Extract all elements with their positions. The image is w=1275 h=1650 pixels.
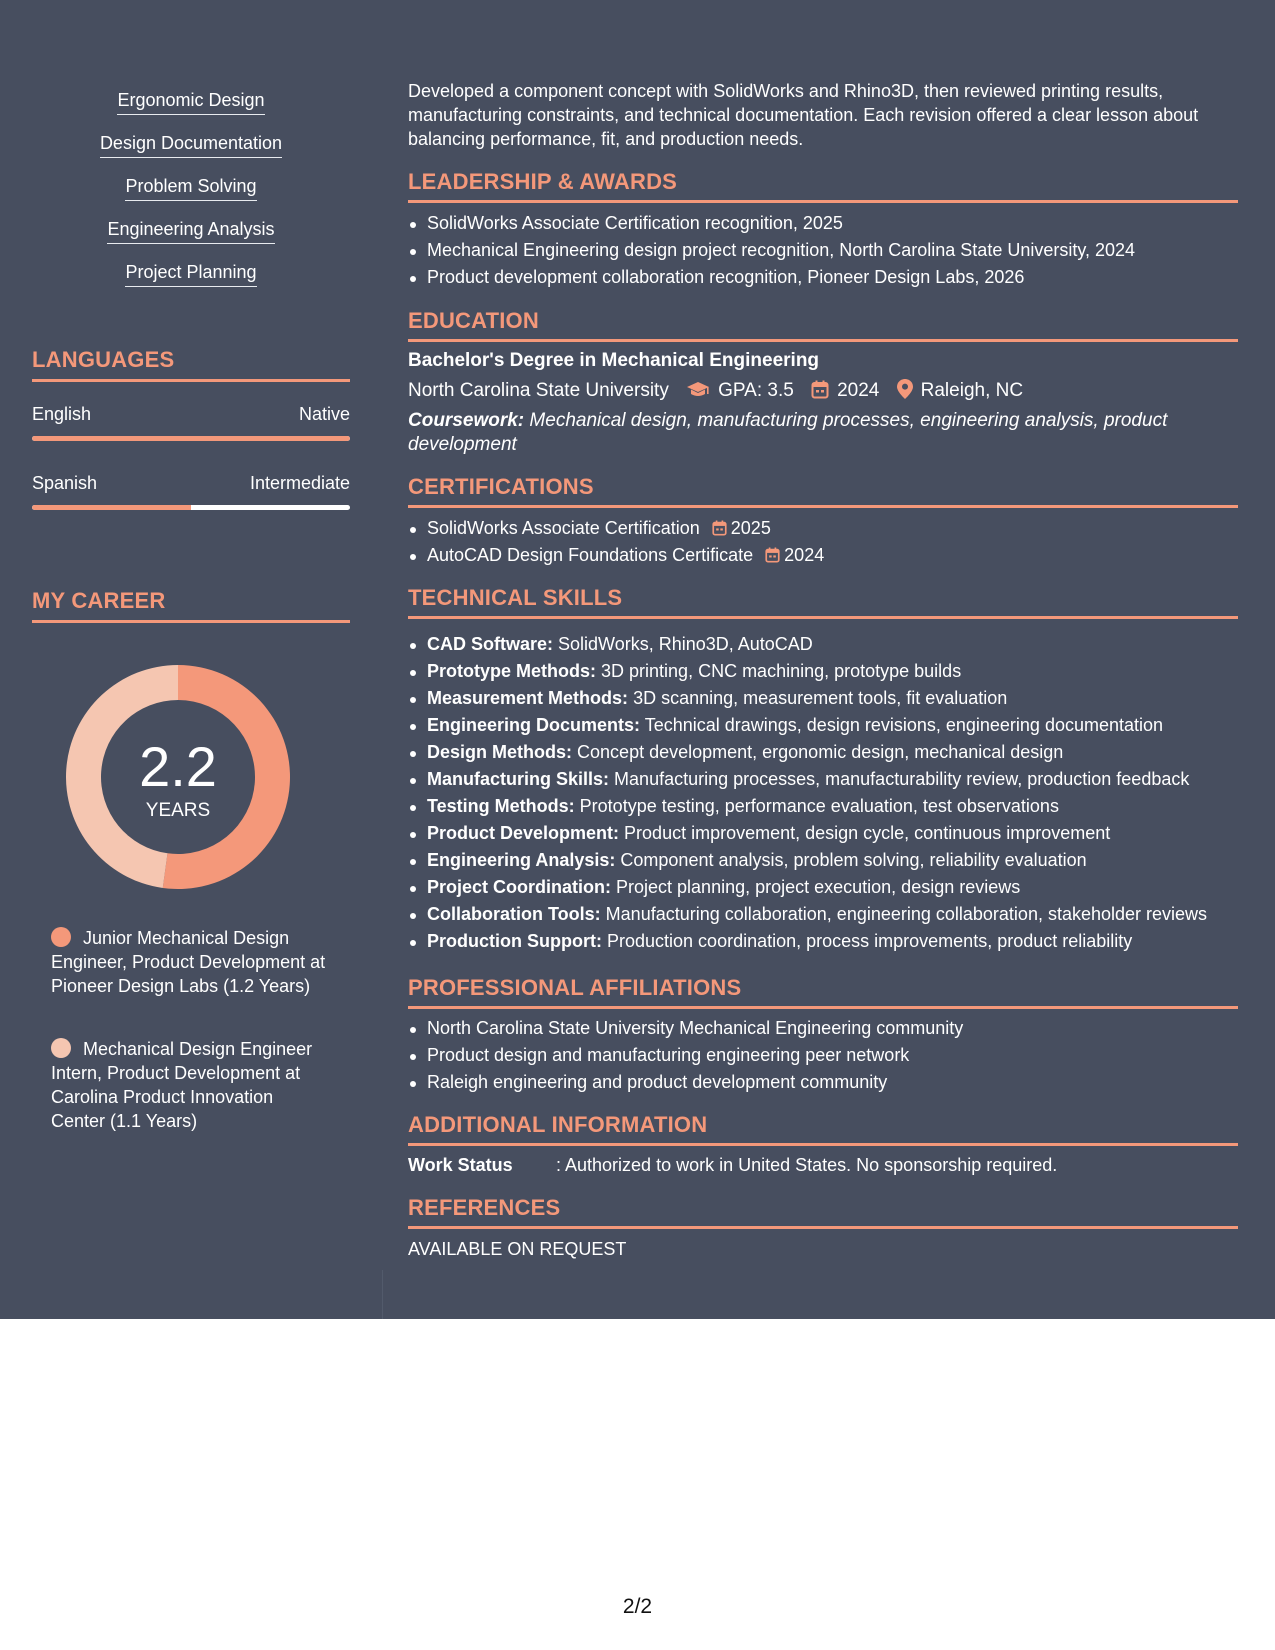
career-heading: MY CAREER — [32, 588, 350, 623]
skill-label: Testing Methods: — [427, 796, 575, 816]
language-proficiency-fill — [32, 505, 191, 510]
skill-label: CAD Software: — [427, 634, 554, 654]
language-proficiency-bar — [32, 505, 350, 510]
leadership-heading: LEADERSHIP & AWARDS — [408, 169, 1238, 203]
certification-date — [765, 542, 824, 569]
list-item — [408, 712, 1238, 739]
skill-value: 3D scanning, measurement tools, fit evaluation — [633, 688, 1008, 708]
certification-date — [712, 515, 771, 542]
skill-label: Manufacturing Skills: — [427, 769, 610, 789]
skill-label: Measurement Methods: — [427, 688, 629, 708]
list-item — [408, 793, 1238, 820]
skill-label: Prototype Methods: — [427, 661, 596, 681]
coursework-text: Mechanical design, manufacturing processes, engineering analysis, product development — [408, 410, 1168, 455]
language-name: English — [32, 404, 92, 424]
career-item — [51, 1037, 331, 1133]
career-total-years: 2.2 — [139, 735, 217, 798]
skill-value: Production coordination, process improvements, product reliability — [607, 931, 1133, 951]
skill-label: Engineering Analysis: — [427, 850, 616, 870]
affiliations-list — [408, 1015, 1238, 1096]
career-item-text: Mechanical Design Engineer Intern, Product Development at Carolina Product Innovation Center (1.1 Years) — [51, 1039, 313, 1131]
skill-value: Product improvement, design cycle, continuous improvement — [624, 823, 1111, 843]
skill-tag — [32, 88, 350, 115]
skill-value: Project planning, project execution, design reviews — [616, 877, 1021, 897]
skill-value: Concept development, ergonomic design, mechanical design — [577, 742, 1064, 762]
skill-tag — [32, 174, 350, 201]
sidebar-divider — [382, 1270, 383, 1319]
skill-tag-label: Problem Solving — [125, 174, 256, 201]
references-text: AVAILABLE ON REQUEST — [408, 1239, 627, 1259]
graduation-year: 2024 — [837, 380, 880, 401]
list-item — [408, 874, 1238, 901]
skill-label: Production Support: — [427, 931, 602, 951]
skill-tag — [32, 260, 350, 287]
experience-description: Developed a component concept with SolidWorks and Rhino3D, then reviewed printing results, manufacturing constraints, and technical documentation. Each revision offered a clear lesson about balancing performance, fit, and production needs. — [408, 81, 1199, 149]
list-item — [408, 820, 1238, 847]
career-legend-dot — [51, 1038, 71, 1058]
list-item — [408, 901, 1238, 928]
references-heading: REFERENCES — [408, 1195, 1238, 1229]
education-details — [408, 378, 1238, 404]
calendar-icon — [765, 547, 780, 563]
skill-label: Design Methods: — [427, 742, 573, 762]
gpa: GPA: 3.5 — [718, 380, 794, 401]
language-level: Intermediate — [249, 473, 350, 493]
list-item: Product design and manufacturing engineering peer network — [408, 1042, 1238, 1069]
list-item — [408, 658, 1238, 685]
skill-label: Project Coordination: — [427, 877, 611, 897]
skill-label: Product Development: — [427, 823, 620, 843]
career-legend-dot — [51, 927, 71, 947]
list-item — [408, 631, 1238, 658]
list-item: Raleigh engineering and product development community — [408, 1069, 1238, 1096]
skill-value: Component analysis, problem solving, reliability evaluation — [620, 850, 1087, 870]
language-proficiency-bar — [32, 436, 350, 441]
career-item — [51, 926, 331, 998]
certification-year: 2024 — [784, 545, 825, 565]
list-item: SolidWorks Associate Certification recognition, 2025 — [408, 210, 1238, 237]
page-number: 2/2 — [622, 1595, 653, 1618]
language-level: Native — [298, 404, 350, 424]
list-item: Product development collaboration recognition, Pioneer Design Labs, 2026 — [408, 264, 1238, 291]
certification-name: AutoCAD Design Foundations Certificate — [427, 545, 754, 565]
education-heading: EDUCATION — [408, 308, 1238, 342]
skill-tag-label: Engineering Analysis — [107, 217, 274, 244]
skill-value: 3D printing, CNC machining, prototype builds — [601, 661, 962, 681]
school-name: North Carolina State University — [408, 380, 669, 401]
certifications-heading: CERTIFICATIONS — [408, 474, 1238, 508]
skill-tag-label: Project Planning — [125, 260, 256, 287]
language-name: Spanish — [32, 473, 98, 493]
technical-skills-heading: TECHNICAL SKILLS — [408, 585, 1238, 619]
list-item — [408, 739, 1238, 766]
skill-value: Manufacturing processes, manufacturability review, production feedback — [614, 769, 1190, 789]
list-item — [408, 766, 1238, 793]
languages-heading: LANGUAGES — [32, 347, 350, 382]
leadership-list — [408, 210, 1238, 291]
affiliations-heading: PROFESSIONAL AFFILIATIONS — [408, 975, 1238, 1009]
graduation-cap-icon — [686, 381, 710, 399]
skill-tag-label: Design Documentation — [100, 131, 282, 158]
skill-value: Technical drawings, design revisions, engineering documentation — [644, 715, 1164, 735]
degree-title: Bachelor's Degree in Mechanical Engineering — [408, 350, 820, 371]
list-item — [408, 685, 1238, 712]
list-item — [408, 542, 1238, 569]
work-status-value: : Authorized to work in United States. No sponsorship required. — [556, 1155, 1058, 1175]
list-item: Mechanical Engineering design project recognition, North Carolina State University, 2024 — [408, 237, 1238, 264]
skill-value: SolidWorks, Rhino3D, AutoCAD — [558, 634, 813, 654]
calendar-icon — [712, 520, 727, 536]
skill-tag — [32, 131, 350, 158]
career-years-label: YEARS — [145, 800, 211, 821]
skill-label: Collaboration Tools: — [427, 904, 601, 924]
list-item — [408, 515, 1238, 542]
additional-info-heading: ADDITIONAL INFORMATION — [408, 1112, 1238, 1146]
skill-value: Prototype testing, performance evaluation, test observations — [579, 796, 1059, 816]
location-pin-icon — [897, 379, 913, 399]
skill-label: Engineering Documents: — [427, 715, 641, 735]
work-status-label: Work Status — [408, 1155, 513, 1175]
list-item: North Carolina State University Mechanical Engineering community — [408, 1015, 1238, 1042]
skill-tag-label: Ergonomic Design — [117, 88, 264, 115]
coursework-label: Coursework: — [408, 410, 525, 431]
certification-name: SolidWorks Associate Certification — [427, 518, 700, 538]
technical-skills-list — [408, 631, 1238, 955]
skill-tag — [32, 217, 350, 244]
skill-value: Manufacturing collaboration, engineering collaboration, stakeholder reviews — [605, 904, 1208, 924]
calendar-icon — [811, 380, 829, 399]
list-item — [408, 847, 1238, 874]
school-location: Raleigh, NC — [920, 380, 1024, 401]
list-item — [408, 928, 1238, 955]
certification-year: 2025 — [730, 518, 771, 538]
coursework — [408, 409, 1238, 457]
career-donut-chart — [66, 665, 290, 889]
certifications-list — [408, 515, 1238, 569]
career-item-text: Junior Mechanical Design Engineer, Product Development at Pioneer Design Labs (1.2 Years) — [51, 928, 326, 996]
language-proficiency-fill — [32, 436, 350, 441]
